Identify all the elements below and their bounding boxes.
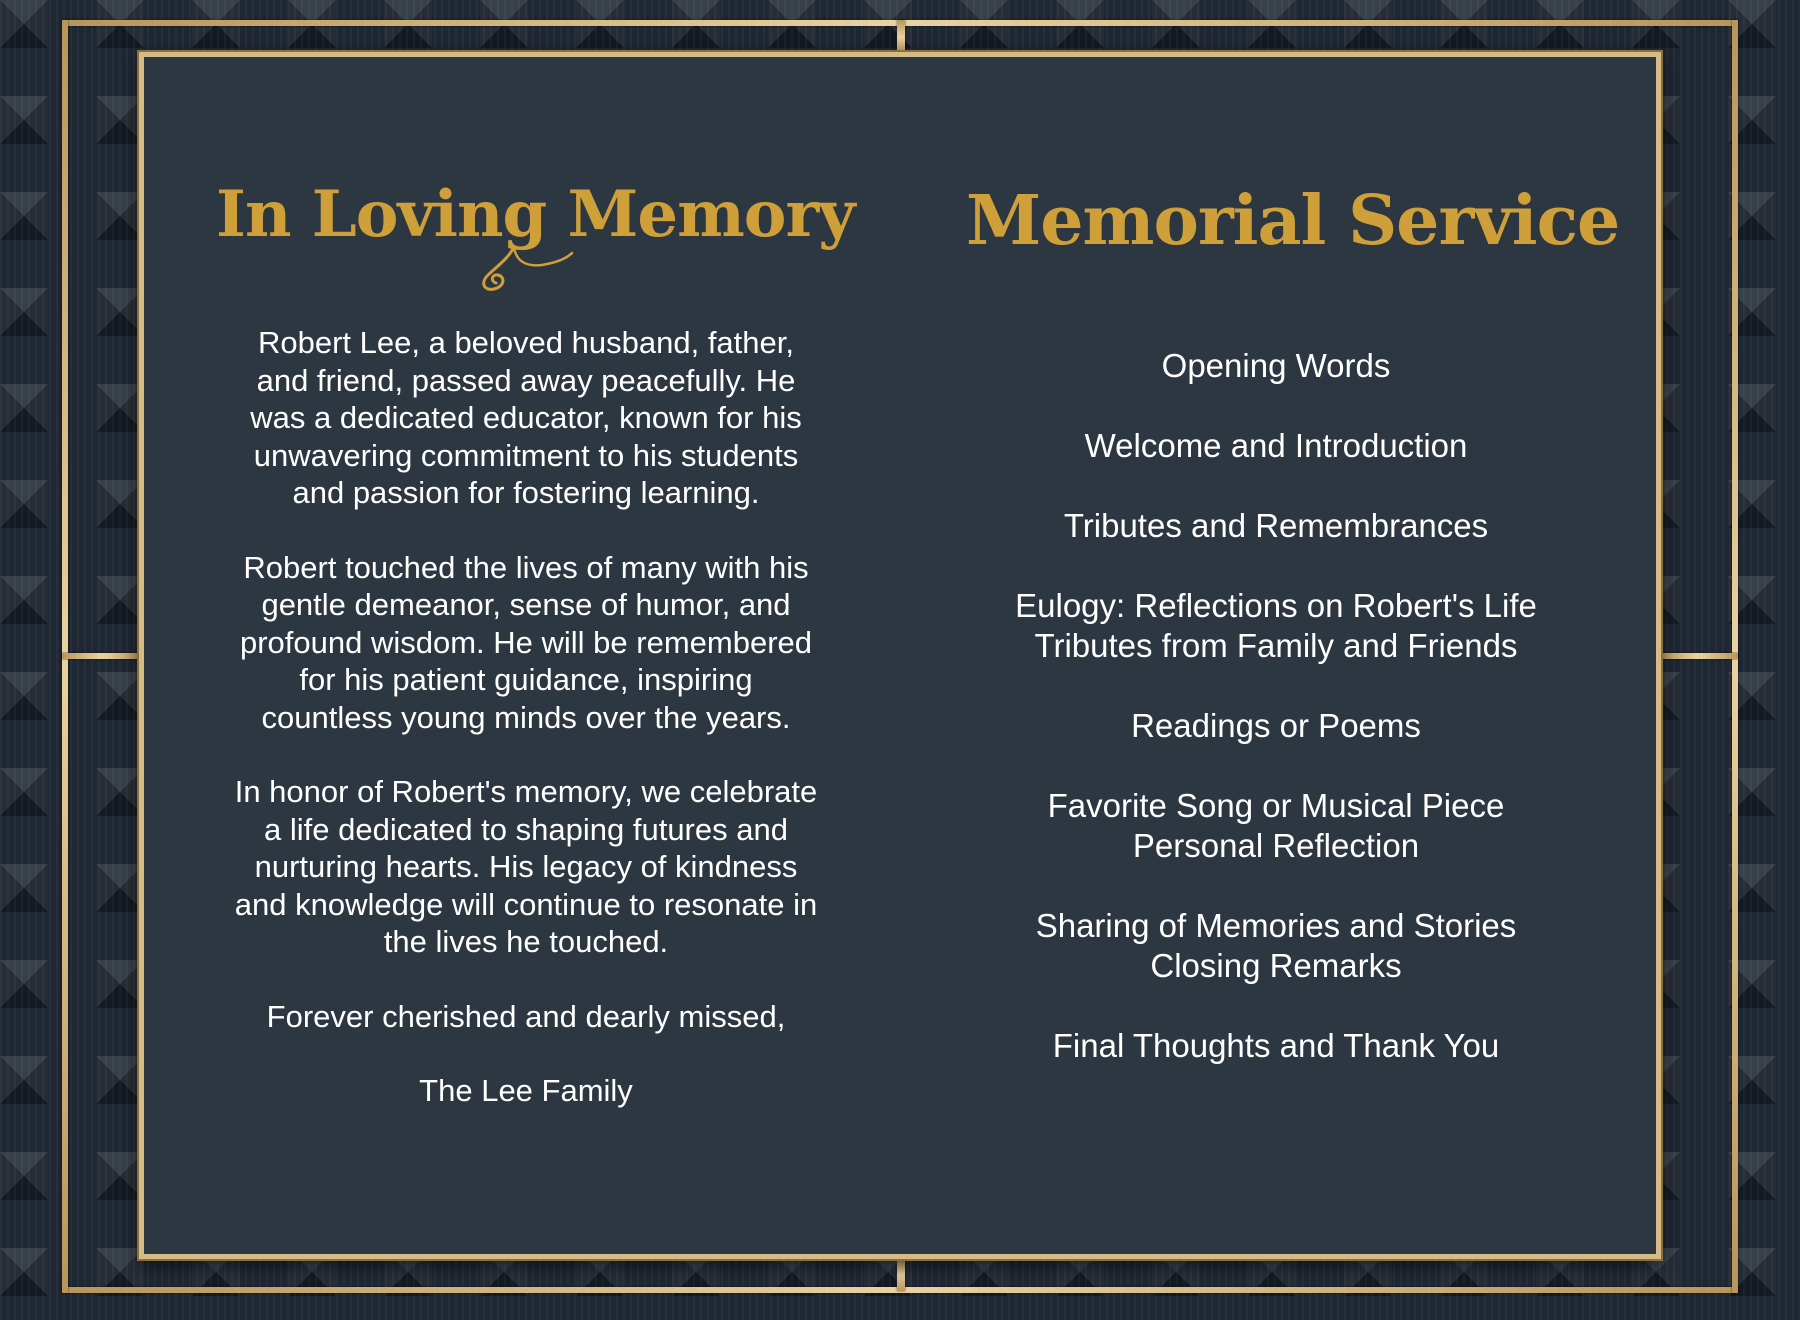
program-item: Closing Remarks (1150, 947, 1402, 984)
program-group (966, 906, 1586, 986)
program-group (966, 706, 1586, 746)
frame-connector-bottom (897, 1258, 905, 1291)
program-group (966, 586, 1586, 666)
memorial-service-title: Memorial Service (966, 181, 1620, 261)
program-item: Tributes from Family and Friends (1034, 627, 1518, 664)
obituary-paragraph: In honor of Robert's memory, we celebrate a life dedicated to shaping futures and nurturing hearts. His legacy of kindness and knowledge will continue to resonate in the lives he touched. (234, 774, 818, 959)
program-item: Readings or Poems (1131, 707, 1421, 744)
program-item: Opening Words (1161, 347, 1391, 384)
program-item: Personal Reflection (1132, 827, 1420, 864)
memorial-card (139, 52, 1661, 1259)
service-program (966, 346, 1586, 1106)
program-item: Tributes and Remembrances (1063, 507, 1489, 544)
family-signature: The Lee Family (419, 1073, 633, 1108)
closing-line: Forever cherished and dearly missed, (266, 998, 786, 1034)
frame-connector-top (897, 20, 905, 54)
program-item: Sharing of Memories and Stories (1035, 907, 1517, 944)
frame-connector-left (62, 653, 142, 659)
program-group (966, 786, 1586, 866)
program-group (966, 506, 1586, 546)
program-item: Favorite Song or Musical Piece (1047, 787, 1505, 824)
in-loving-memory-title: In Loving Memory (216, 177, 855, 252)
program-item: Welcome and Introduction (1084, 427, 1468, 464)
program-item: Eulogy: Reflections on Robert's Life (1015, 587, 1537, 624)
obituary-paragraph: Robert touched the lives of many with his gentle demeanor, sense of humor, and profound wisdom. He will be remembered for his patient guidance, inspiring countless young minds over the years. (239, 549, 813, 735)
obituary-text (216, 324, 836, 1147)
obituary-paragraph: Robert Lee, a beloved husband, father, and friend, passed away peacefully. He was a dedicated educator, known for his unwavering commitment to his students and passion for fostering learning. (250, 325, 802, 510)
flourish-ornament-icon (456, 245, 576, 293)
program-group (966, 426, 1586, 466)
program-group (966, 1026, 1586, 1066)
program-item: Final Thoughts and Thank You (1052, 1027, 1500, 1064)
program-group (966, 346, 1586, 386)
frame-connector-right (1659, 653, 1738, 659)
